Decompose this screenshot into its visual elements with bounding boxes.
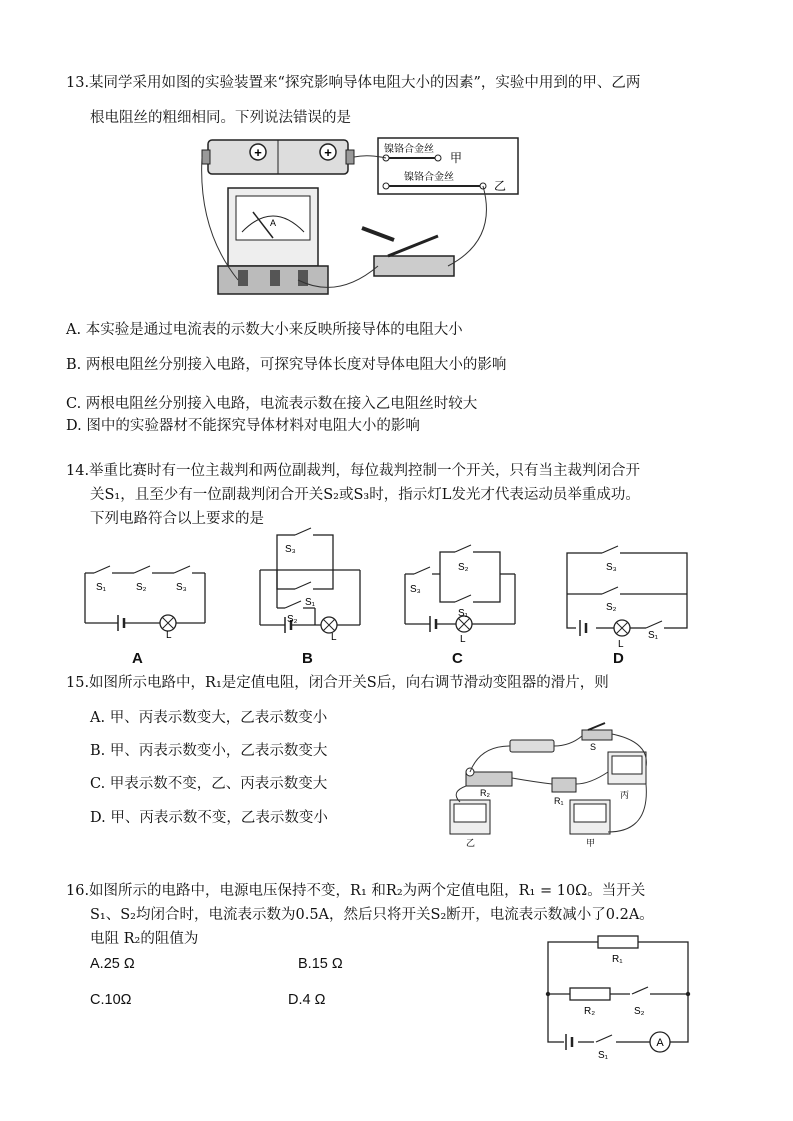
q16-option-b[interactable]: B.15 Ω <box>298 956 343 972</box>
q14-circuit-a[interactable] <box>80 558 210 641</box>
q16-circuit-figure <box>542 930 702 1060</box>
label-s3: S₃ <box>176 582 187 593</box>
q14-circuit-c[interactable] <box>400 544 520 644</box>
label-s3: S₃ <box>606 562 617 573</box>
ammeter-unit: A <box>269 218 277 228</box>
q14-stem-line3: 下列电路符合以上要求的是 <box>90 511 264 527</box>
q16-option-a[interactable]: A.25 Ω <box>90 956 135 972</box>
q13-option-d[interactable]: D. 图中的实验器材不能探究导体材料对电阻大小的影响 <box>66 418 420 434</box>
q15-option-a[interactable]: A. 甲、丙表示数变大，乙表示数变小 <box>90 710 328 726</box>
q14-label-a: A <box>132 650 143 667</box>
label-lamp: L <box>166 630 172 641</box>
q16-option-c[interactable]: C.10Ω <box>90 992 132 1008</box>
q13-apparatus-figure <box>198 130 528 315</box>
fig-yi: 乙 <box>466 838 476 848</box>
q13-option-c[interactable]: C. 两根电阻丝分别接入电路，电流表示数在接入乙电阻丝时较大 <box>66 396 478 412</box>
svg-text:+: + <box>324 145 332 160</box>
q13-option-b[interactable]: B. 两根电阻丝分别接入电路，可探究导体长度对导体电阻大小的影响 <box>66 357 507 373</box>
label-s3: S₃ <box>285 544 296 555</box>
label-lamp: L <box>331 632 337 643</box>
label-s1: S₁ <box>648 630 659 641</box>
wire-a-label: 镍铬合金丝 <box>384 144 434 155</box>
q13-option-a[interactable]: A. 本实验是通过电流表的示数大小来反映所接导体的电阻大小 <box>66 322 463 338</box>
label-s2: S₂ <box>458 562 469 573</box>
label-lamp: L <box>460 634 466 645</box>
wire-b-mark: 乙 <box>494 179 507 193</box>
q13-stem-line1: 13.某同学采用如图的实验装置来“探究影响导体电阻大小的因素”，实验中用到的甲、乙两 <box>66 75 641 91</box>
q15-option-c[interactable]: C. 甲表示数不变，乙、丙表示数变大 <box>90 776 328 792</box>
q15-option-b[interactable]: B. 甲、丙表示数变小，乙表示数变大 <box>90 743 328 759</box>
label-s1: S₁ <box>305 597 316 608</box>
label-s2: S₂ <box>606 602 617 613</box>
fig-jia: 甲 <box>586 838 596 848</box>
label-s1: S₁ <box>96 582 107 593</box>
wire-b-label: 镍铬合金丝 <box>404 172 454 183</box>
label-s3: S₃ <box>410 584 421 595</box>
ammeter-icon: A <box>656 1037 664 1049</box>
label-s1: S₁ <box>458 608 469 619</box>
fig-s: S <box>590 742 597 752</box>
label-s2: S₂ <box>136 582 147 593</box>
label-s2: S₂ <box>287 614 298 625</box>
svg-text:+: + <box>254 145 262 160</box>
q15-stem: 15.如图所示电路中，R₁是定值电阻，闭合开关S后，向右调节滑动变阻器的滑片，则 <box>66 675 609 691</box>
fig-bing: 丙 <box>620 790 630 800</box>
q14-circuit-d[interactable] <box>562 548 692 650</box>
fig-s2: S₂ <box>634 1006 645 1017</box>
q14-stem-line1: 14.举重比赛时有一位主裁判和两位副裁判，每位裁判控制一个开关，只有当主裁判闭合开 <box>66 463 641 479</box>
fig-s1: S₁ <box>598 1050 609 1061</box>
q14-label-b: B <box>302 650 313 667</box>
q14-stem-line2: 关S₁，且至少有一位副裁判闭合开关S₂或S₃时，指示灯L发光才代表运动员举重成功。 <box>90 487 640 503</box>
fig-r2: R₂ <box>480 788 490 798</box>
fig-r1: R₁ <box>554 796 564 806</box>
q14-label-d: D <box>613 650 624 667</box>
q15-circuit-figure <box>440 722 660 852</box>
fig-r1: R₁ <box>612 954 623 965</box>
wire-a-mark: 甲 <box>450 151 463 165</box>
q16-stem-line3: 电阻 R₂的阻值为 <box>90 931 199 947</box>
q13-stem-line2: 根电阻丝的粗细相同。下列说法错误的是 <box>90 110 351 126</box>
q16-stem-line2: S₁、S₂均闭合时，电流表示数为0.5A，然后只将开关S₂断开，电流表示数减小了0.2A。 <box>90 907 654 923</box>
q14-circuit-b[interactable] <box>255 530 365 643</box>
q14-label-c: C <box>452 650 463 667</box>
fig-r2: R₂ <box>584 1006 596 1017</box>
label-lamp: L <box>618 639 624 650</box>
q15-option-d[interactable]: D. 甲、丙表示数不变，乙表示数变小 <box>90 810 328 826</box>
q16-stem-line1: 16.如图所示的电路中，电源电压保持不变，R₁ 和R₂为两个定值电阻，R₁ = 10Ω。当开关 <box>66 883 646 899</box>
q16-option-d[interactable]: D.4 Ω <box>288 992 326 1008</box>
